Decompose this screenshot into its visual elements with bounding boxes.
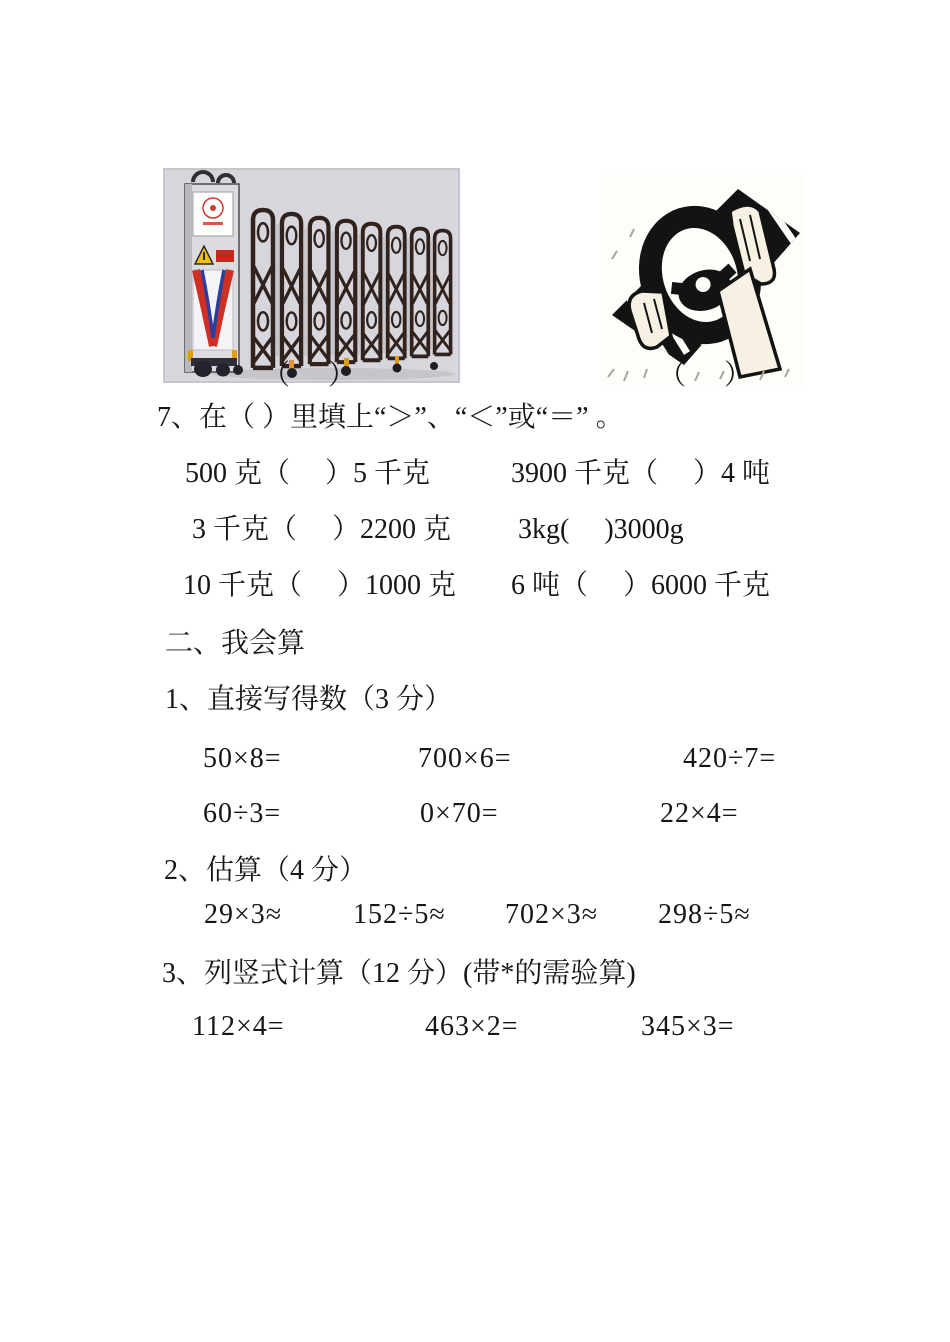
section2-q3-title: 3、列竖式计算（12 分）(带*的需验算) [162, 958, 636, 989]
retractable-gate-image [163, 131, 460, 346]
calc-item: 700×6= [418, 743, 512, 774]
compare-row-3-left: 10 千克（ ）1000 克 [183, 570, 457, 601]
calc-item: 22×4= [660, 798, 739, 829]
steering-wheel-image [600, 136, 805, 350]
section-2-title: 二、我会算 [165, 628, 306, 659]
calc-item: 420÷7= [683, 743, 777, 774]
compare-row-1-left: 500 克（ ）5 千克 [185, 458, 431, 489]
compare-row-3-right: 6 吨（ ）6000 千克 [511, 570, 771, 601]
calc-item: 50×8= [203, 743, 282, 774]
compare-row-1-right: 3900 千克（ ）4 吨 [511, 458, 771, 489]
gate-answer-blank: （ ） [262, 360, 358, 391]
compare-row-2-left: 3 千克（ ）2200 克 [192, 514, 452, 545]
section2-q2-title: 2、估算（4 分） [164, 855, 368, 886]
wheel-answer-blank: （ ） [658, 360, 754, 391]
question-7-title: 7、在（ ）里填上“＞”、“＜”或“＝” 。 [157, 402, 624, 433]
estimate-item: 298÷5≈ [658, 899, 751, 930]
estimate-item: 152÷5≈ [353, 899, 446, 930]
estimate-item: 702×3≈ [505, 899, 599, 930]
calc-item: 0×70= [420, 798, 499, 829]
steering-wheel-illustration [600, 173, 805, 387]
section2-q1-title: 1、直接写得数（3 分） [165, 684, 453, 715]
vertical-calc-item: 345×3= [641, 1011, 735, 1042]
compare-row-2-right: 3kg( )3000g [518, 514, 684, 545]
calc-item: 60÷3= [203, 798, 282, 829]
retractable-gate-illustration [163, 168, 460, 383]
estimate-item: 29×3≈ [204, 899, 283, 930]
vertical-calc-item: 112×4= [192, 1011, 285, 1042]
vertical-calc-item: 463×2= [425, 1011, 519, 1042]
